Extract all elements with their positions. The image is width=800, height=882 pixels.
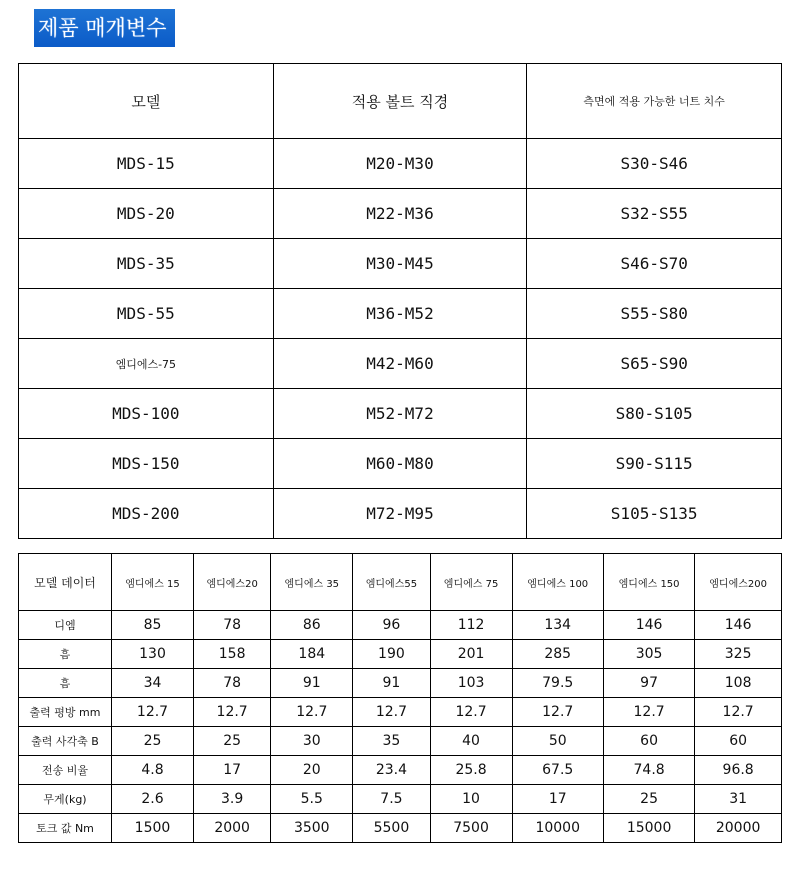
table-cell: 91 bbox=[353, 669, 430, 698]
row-label: 전송 비율 bbox=[19, 756, 112, 785]
table-cell: 12.7 bbox=[271, 698, 353, 727]
table-cell: S46-S70 bbox=[527, 239, 782, 289]
table-row bbox=[19, 239, 782, 289]
table-cell: 31 bbox=[695, 785, 782, 814]
table-row bbox=[19, 785, 782, 814]
model-header: 엠디에스 35 bbox=[271, 554, 353, 611]
table-cell: 146 bbox=[603, 611, 694, 640]
table-cell: 108 bbox=[695, 669, 782, 698]
table-cell: 146 bbox=[695, 611, 782, 640]
model-header: 엠디에스200 bbox=[695, 554, 782, 611]
table-cell: 103 bbox=[430, 669, 512, 698]
table-cell: MDS-200 bbox=[19, 489, 274, 539]
table-row bbox=[19, 389, 782, 439]
table-cell: S80-S105 bbox=[527, 389, 782, 439]
table-cell: 97 bbox=[603, 669, 694, 698]
table-cell: 2.6 bbox=[112, 785, 194, 814]
column-header: 적용 볼트 직경 bbox=[273, 64, 527, 139]
table-cell: 112 bbox=[430, 611, 512, 640]
table-cell: 85 bbox=[112, 611, 194, 640]
table-cell: M42-M60 bbox=[273, 339, 527, 389]
table-row bbox=[19, 669, 782, 698]
table-cell: S55-S80 bbox=[527, 289, 782, 339]
table-cell: 40 bbox=[430, 727, 512, 756]
row-label: 흠 bbox=[19, 640, 112, 669]
table-cell: 285 bbox=[512, 640, 603, 669]
table-cell: 5.5 bbox=[271, 785, 353, 814]
row-label: 토크 값 Nm bbox=[19, 814, 112, 843]
table-cell: M60-M80 bbox=[273, 439, 527, 489]
table-cell: 78 bbox=[193, 669, 270, 698]
table-cell: 20 bbox=[271, 756, 353, 785]
table-cell: 12.7 bbox=[603, 698, 694, 727]
table-header-row bbox=[19, 64, 782, 139]
table-cell: 305 bbox=[603, 640, 694, 669]
table-row bbox=[19, 439, 782, 489]
table-cell: 12.7 bbox=[353, 698, 430, 727]
table-cell: 79.5 bbox=[512, 669, 603, 698]
table-cell: 30 bbox=[271, 727, 353, 756]
table-cell: 25 bbox=[603, 785, 694, 814]
table-cell: MDS-100 bbox=[19, 389, 274, 439]
table-cell: 10000 bbox=[512, 814, 603, 843]
table-cell: 86 bbox=[271, 611, 353, 640]
table-row bbox=[19, 814, 782, 843]
table-cell: 325 bbox=[695, 640, 782, 669]
table-header-row bbox=[19, 554, 782, 611]
table-cell: 35 bbox=[353, 727, 430, 756]
table-cell: 50 bbox=[512, 727, 603, 756]
table-cell: MDS-35 bbox=[19, 239, 274, 289]
table-cell: MDS-150 bbox=[19, 439, 274, 489]
model-range-table bbox=[18, 63, 782, 539]
table-row bbox=[19, 756, 782, 785]
table-row bbox=[19, 640, 782, 669]
table-cell: 134 bbox=[512, 611, 603, 640]
table-cell: 23.4 bbox=[353, 756, 430, 785]
table-row bbox=[19, 489, 782, 539]
model-header: 엠디에스 15 bbox=[112, 554, 194, 611]
table-cell: M30-M45 bbox=[273, 239, 527, 289]
table-cell: M20-M30 bbox=[273, 139, 527, 189]
table-row bbox=[19, 698, 782, 727]
table-cell: 25 bbox=[112, 727, 194, 756]
table-row bbox=[19, 611, 782, 640]
table-cell: M36-M52 bbox=[273, 289, 527, 339]
table-cell: 12.7 bbox=[112, 698, 194, 727]
table-cell: MDS-15 bbox=[19, 139, 274, 189]
model-header: 엠디에스 150 bbox=[603, 554, 694, 611]
table-cell: S32-S55 bbox=[527, 189, 782, 239]
table-row bbox=[19, 339, 782, 389]
table-cell: S65-S90 bbox=[527, 339, 782, 389]
table-cell: M72-M95 bbox=[273, 489, 527, 539]
table-cell: 25 bbox=[193, 727, 270, 756]
table-cell: 1500 bbox=[112, 814, 194, 843]
table-cell: 91 bbox=[271, 669, 353, 698]
table-cell: 7500 bbox=[430, 814, 512, 843]
column-header: 측면에 적용 가능한 너트 치수 bbox=[527, 64, 782, 139]
table-cell: S105-S135 bbox=[527, 489, 782, 539]
table-cell: 96 bbox=[353, 611, 430, 640]
table-cell: S90-S115 bbox=[527, 439, 782, 489]
table-cell: 엠디에스-75 bbox=[19, 339, 274, 389]
table-cell: 12.7 bbox=[430, 698, 512, 727]
table-cell: 190 bbox=[353, 640, 430, 669]
row-label: 출력 평방 mm bbox=[19, 698, 112, 727]
table-cell: 7.5 bbox=[353, 785, 430, 814]
table-cell: 12.7 bbox=[193, 698, 270, 727]
table-cell: 2000 bbox=[193, 814, 270, 843]
table-cell: 96.8 bbox=[695, 756, 782, 785]
row-label: 흠 bbox=[19, 669, 112, 698]
page-title: 제품 매개변수 bbox=[34, 9, 175, 47]
corner-header: 모델 데이터 bbox=[19, 554, 112, 611]
table-cell: 20000 bbox=[695, 814, 782, 843]
table-cell: M52-M72 bbox=[273, 389, 527, 439]
table-row bbox=[19, 727, 782, 756]
table-cell: 78 bbox=[193, 611, 270, 640]
model-header: 엠디에스 100 bbox=[512, 554, 603, 611]
table-cell: 60 bbox=[695, 727, 782, 756]
table-cell: 4.8 bbox=[112, 756, 194, 785]
table-cell: 60 bbox=[603, 727, 694, 756]
table-cell: 12.7 bbox=[695, 698, 782, 727]
table-cell: 17 bbox=[193, 756, 270, 785]
table-cell: 17 bbox=[512, 785, 603, 814]
row-label: 출력 사각축 B bbox=[19, 727, 112, 756]
table-cell: 67.5 bbox=[512, 756, 603, 785]
table-cell: 10 bbox=[430, 785, 512, 814]
table-cell: 3500 bbox=[271, 814, 353, 843]
table-cell: 201 bbox=[430, 640, 512, 669]
table-cell: 12.7 bbox=[512, 698, 603, 727]
row-label: 무게(kg) bbox=[19, 785, 112, 814]
model-header: 엠디에스20 bbox=[193, 554, 270, 611]
table-cell: 158 bbox=[193, 640, 270, 669]
table-cell: 130 bbox=[112, 640, 194, 669]
row-label: 디엠 bbox=[19, 611, 112, 640]
model-header: 엠디에스55 bbox=[353, 554, 430, 611]
table-cell: 184 bbox=[271, 640, 353, 669]
table-cell: 25.8 bbox=[430, 756, 512, 785]
column-header: 모델 bbox=[19, 64, 274, 139]
table-row bbox=[19, 289, 782, 339]
table-row bbox=[19, 189, 782, 239]
table-row bbox=[19, 139, 782, 189]
table-cell: 15000 bbox=[603, 814, 694, 843]
table-cell: 3.9 bbox=[193, 785, 270, 814]
model-header: 엠디에스 75 bbox=[430, 554, 512, 611]
table-cell: S30-S46 bbox=[527, 139, 782, 189]
table-cell: 5500 bbox=[353, 814, 430, 843]
table-cell: M22-M36 bbox=[273, 189, 527, 239]
table-cell: MDS-20 bbox=[19, 189, 274, 239]
table-cell: 74.8 bbox=[603, 756, 694, 785]
table-cell: MDS-55 bbox=[19, 289, 274, 339]
table-cell: 34 bbox=[112, 669, 194, 698]
model-data-table bbox=[18, 553, 782, 843]
